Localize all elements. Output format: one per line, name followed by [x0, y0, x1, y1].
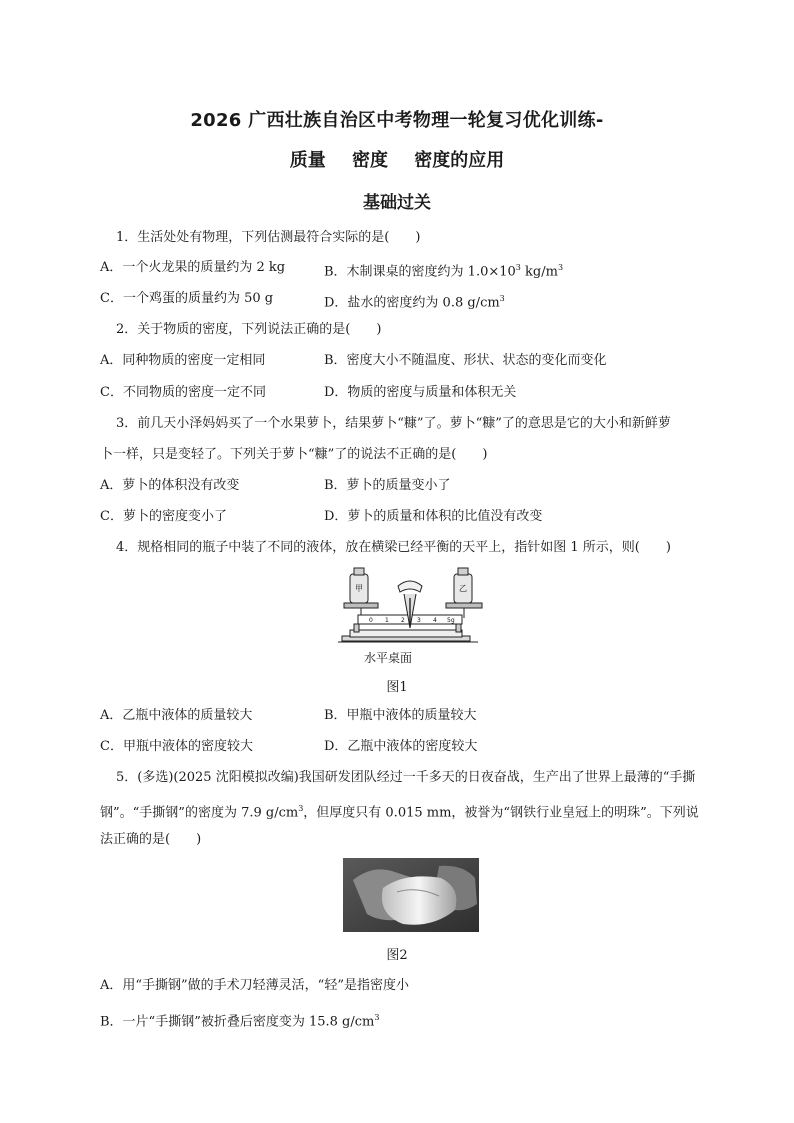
- subtitle-part: 密度的应用: [414, 150, 505, 171]
- figure-2-caption: 图2: [386, 948, 408, 963]
- q4-stem: 4．规格相同的瓶子中装了不同的液体，放在横梁已经平衡的天平上，指针如图 1 所示，则( ): [116, 540, 671, 555]
- q5-stem-line3: 法正确的是( ): [100, 832, 202, 847]
- q1-option-d: [324, 289, 505, 313]
- scale-mark: 1: [385, 617, 389, 624]
- right-foot: [456, 624, 461, 632]
- q5-option-a: A．用“手撕钢”做的手术刀轻薄灵活，“轻”是指密度小: [100, 978, 409, 993]
- scale-mark: 4: [433, 617, 437, 624]
- left-bottle-cap: [354, 568, 364, 575]
- q3-option-b: B．萝卜的质量变小了: [324, 478, 451, 493]
- q5-stem-line2: [100, 799, 699, 823]
- q4-option-b: B．甲瓶中液体的质量较大: [324, 708, 477, 723]
- q1-option-c: C．一个鸡蛋的质量约为 50 g: [100, 291, 274, 306]
- q5-stem-line2-text: 钢”。“手撕钢”的密度为 7.9 g/cm: [100, 805, 299, 821]
- q5-stem-line2-exponent: 3: [298, 804, 304, 813]
- q2-option-c: C．不同物质的密度一定不同: [100, 385, 266, 400]
- q1-option-b-exponent: 3: [515, 263, 521, 272]
- pointer-dial: [398, 581, 422, 592]
- subtitle-part: 质量: [289, 150, 326, 171]
- document-title: 2026 广西壮族自治区中考物理一轮复习优化训练-: [190, 110, 604, 131]
- q2-option-a: A．同种物质的密度一定相同: [100, 353, 266, 368]
- q5-stem-line1: 5．(多选)(2025 沈阳模拟改编)我国研发团队经过一千多天的日夜奋战，生产出了世界上最薄的“手撕: [116, 770, 696, 785]
- steel-foil-photo: [343, 858, 479, 932]
- scale-mark: 2: [401, 617, 405, 624]
- balance-base: [350, 630, 462, 637]
- section-heading: 基础过关: [363, 193, 431, 213]
- q3-stem-line1: 3．前几天小泽妈妈买了一个水果萝卜，结果萝卜“糠”了。萝卜“糠”了的意思是它的大小和新鲜萝: [116, 416, 671, 431]
- scale-mark: 3: [417, 617, 421, 624]
- q5-option-b-exponent: 3: [374, 1013, 380, 1022]
- q3-option-a: A．萝卜的体积没有改变: [100, 478, 240, 493]
- q1-option-b-unit: kg/m: [520, 264, 558, 280]
- balance-figure: [336, 560, 496, 672]
- q1-option-a: A．一个火龙果的质量约为 2 kg: [100, 260, 286, 275]
- right-pan: [446, 603, 482, 608]
- q1-option-d-exponent: 3: [499, 294, 505, 303]
- table-label: 水平桌面: [364, 651, 413, 665]
- q2-option-d: D．物质的密度与质量和体积无关: [324, 385, 517, 400]
- q5-stem-line2-rest: ，但厚度只有 0.015 mm，被誉为“钢铁行业皇冠上的明珠”。下列说: [303, 805, 699, 821]
- right-bottle-cap: [458, 568, 468, 575]
- right-bottle-label: 乙: [459, 584, 467, 593]
- q5-option-b-text: B．一片“手撕钢”被折叠后密度变为 15.8 g/cm: [100, 1014, 375, 1030]
- q3-option-c: C．萝卜的密度变小了: [100, 509, 227, 524]
- q3-option-d: D．萝卜的质量和体积的比值没有改变: [324, 509, 543, 524]
- q1-option-b-unit-exponent: 3: [557, 263, 564, 272]
- document-subtitle: [0, 146, 794, 172]
- q1-option-b-text: B．木制课桌的密度约为 1.0×10: [324, 264, 516, 280]
- figure-1-caption: 图1: [386, 680, 408, 695]
- q1-option-d-text: D．盐水的密度约为 0.8 g/cm: [324, 295, 500, 311]
- left-bottle-label: 甲: [355, 584, 363, 593]
- q4-option-c: C．甲瓶中液体的密度较大: [100, 739, 253, 754]
- q3-stem-line2: 卜一样，只是变轻了。下列关于萝卜“糠”了的说法不正确的是( ): [100, 447, 488, 462]
- q2-stem: 2．关于物质的密度，下列说法正确的是( ): [116, 322, 382, 337]
- subtitle-part: 密度: [352, 150, 388, 171]
- left-pan: [344, 603, 378, 608]
- left-foot: [354, 624, 359, 632]
- q1-stem: 1．生活处处有物理，下列估测最符合实际的是( ): [116, 230, 421, 245]
- q4-option-a: A．乙瓶中液体的质量较大: [100, 708, 253, 723]
- q4-option-d: D．乙瓶中液体的密度较大: [324, 739, 478, 754]
- q2-option-b: B．密度大小不随温度、形状、状态的变化而变化: [324, 353, 607, 368]
- scale-mark: 5g: [447, 617, 455, 624]
- scale-mark: 0: [369, 617, 373, 624]
- q1-option-b: [324, 258, 563, 282]
- q5-option-b: [100, 1008, 379, 1032]
